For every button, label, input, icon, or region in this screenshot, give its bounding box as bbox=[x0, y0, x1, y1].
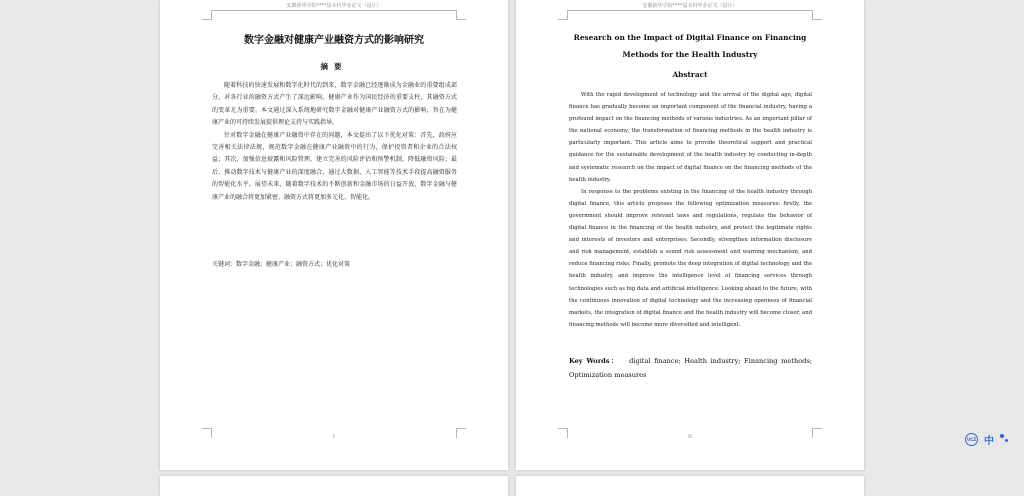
abstract-paragraph: With the rapid development of technology and the arrival of the digital age, digital finance has gradually become an important component of the financial industry, having a profound impact on the financing methods of various industries. As an important pillar of the national economy, the transformation of financing methods in the health industry is particularly important. This article aims to provide theoretical support and practical guidance for the sustainable development of the health industry by conducting in-depth and systematic research on the impact of digital finance on the financing methods of the health industry. bbox=[569, 92, 812, 183]
abstract-paragraph: 针对数字金融在健康产业融资中存在的问题，本文提出了以下优化对策：首先，政府应完善相关法律法规，规范数字金融在健康产业融资中的行为，保护投资者和企业的合法权益；其次，加强信息披露和风险管理，建立完善的风险评估和预警机制，降低融资风险；最后，推动数字技术与健康产业的深度融合，通过大数据、人工智能等技术手段提高融资服务的智能化水平。展望未来，随着数字技术的不断创新和金融市场的日益开放，数字金融与健康产业的融合将更加紧密，融资方式将更加多元化、智能化。 bbox=[212, 131, 457, 201]
ime-language-toggle[interactable]: 中 bbox=[984, 435, 994, 447]
header-rule bbox=[568, 10, 812, 11]
page-number: II bbox=[688, 434, 692, 440]
crop-mark-top-left bbox=[558, 10, 568, 20]
voice-dots-icon[interactable] bbox=[1000, 433, 1010, 445]
keywords-cn: 关键词：数字金融；健康产业；融资方式；优化对策 bbox=[212, 261, 351, 268]
crop-mark-top-right bbox=[812, 10, 822, 20]
document-page-abstract-en bbox=[516, 0, 864, 470]
header-rule bbox=[212, 10, 456, 11]
keywords-en bbox=[569, 354, 812, 382]
keywords-label: Key Words： bbox=[569, 357, 620, 365]
document-page-abstract-cn bbox=[160, 0, 508, 470]
paper-title-cn: 数字金融对健康产业融资方式的影响研究 bbox=[244, 35, 424, 46]
ime-logo-icon[interactable]: UCZ bbox=[965, 433, 978, 446]
crop-mark-top-right bbox=[456, 10, 466, 20]
next-page-left bbox=[160, 476, 508, 496]
abstract-body-en bbox=[569, 89, 812, 331]
paper-title-en: Research on the Impact of Digital Finance on Financing Methods for the Health Industry bbox=[573, 33, 807, 59]
abstract-paragraph: 随着科技的快速发展和数字化时代的到来，数字金融已经逐渐成为金融业的重要组成部分，对各行业的融资方式产生了深远影响。健康产业作为国民经济的重要支柱，其融资方式的变革尤为重要。本文通过深入系统地研究数字金融对健康产业融资方式的影响，旨在为健康产业的可持续发展提供理论支持与实践指导。 bbox=[212, 82, 457, 127]
abstract-heading-cn: 摘要 bbox=[320, 62, 348, 71]
page-header: 安徽新华学院****届本科毕业论文（设计） bbox=[642, 3, 738, 9]
abstract-heading-en: Abstract bbox=[672, 70, 708, 79]
abstract-body-cn bbox=[212, 80, 457, 204]
next-page-right bbox=[516, 476, 864, 496]
page-header: 安徽新华学院****届本科毕业论文（设计） bbox=[286, 3, 382, 9]
abstract-paragraph: In response to the problems existing in the financing of the health industry through digital finance, this article proposes the following optimization measures: firstly, the government should improve relevant laws and regulations, regulate the behavior of digital finance in the financing of the health industry, and protect the legitimate rights and interests of investors and enterprises; Secondly, strengthen information disclosure and risk management, establish a sound risk assessment and warning mechanism, and reduce financing risks; Finally, promote the deep integration of digital technology and the health industry, and improve the intelligence level of financing services through technologies such as big data and artificial intelligence. Looking ahead to the future, with the continuous innovation of digital technology and the increasing openness of financial markets, the integration of digital finance and the health industry will become closer, and financing methods will become more diversified and intelligent. bbox=[569, 188, 812, 328]
keywords-text: digital finance; Health industry; Financing methods; Optimization measures bbox=[569, 357, 812, 379]
crop-mark-top-left bbox=[202, 10, 212, 20]
input-method-toolbar[interactable] bbox=[965, 430, 1010, 448]
page-number: I bbox=[333, 434, 335, 440]
